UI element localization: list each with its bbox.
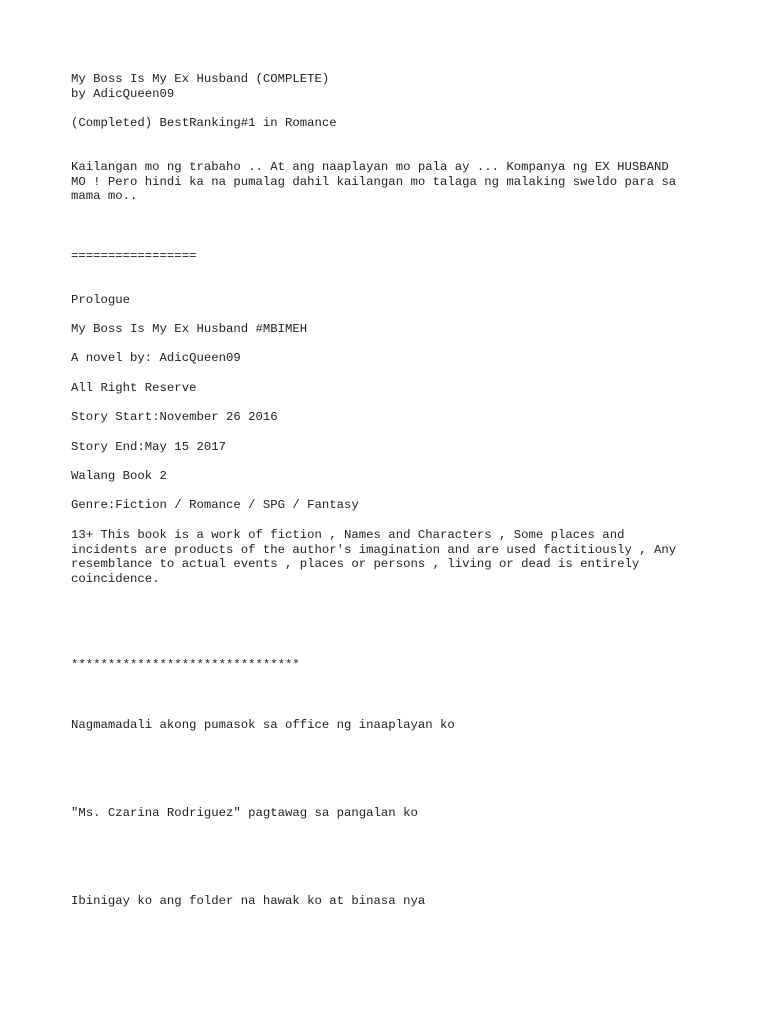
novel-by: A novel by: AdicQueen09 [71,351,241,365]
blurb-paragraph: Kailangan mo ng trabaho .. At ang naaplayan mo pala ay ... Kompanya ng EX HUSBAND MO ! Pero hindi ka na pumalag dahil kailangan mo talaga ng malaking sweldo para sa mama mo.. [71,160,677,204]
document-byline: by AdicQueen09 [71,87,175,101]
disclaimer-paragraph: 13+ This book is a work of fiction , Names and Characters , Some places and incidents are products of the author's imagination and are used factitiously , Any resemblance to actual events , places or persons , living or dead is entirely coincidence. [71,528,677,586]
no-book-2: Walang Book 2 [71,469,167,483]
story-line-2: "Ms. Czarina Rodriguez" pagtawag sa pangalan ko [71,806,418,820]
ranking-line: (Completed) BestRanking#1 in Romance [71,116,337,130]
story-start: Story Start:November 26 2016 [71,410,278,424]
separator-stars: ******************************* [71,658,300,672]
rights-line: All Right Reserve [71,381,197,395]
genre-line: Genre:Fiction / Romance / SPG / Fantasy [71,498,359,512]
story-line-3: Ibinigay ko ang folder na hawak ko at binasa nya [71,894,426,908]
hashtag-title: My Boss Is My Ex Husband #MBIMEH [71,322,308,336]
document-title: My Boss Is My Ex Husband (COMPLETE) [71,72,330,86]
story-end: Story End:May 15 2017 [71,440,226,454]
prologue-heading: Prologue [71,293,131,307]
story-line-1: Nagmamadali akong pumasok sa office ng inaaplayan ko [71,718,455,732]
separator-equals: ================= [71,249,197,263]
